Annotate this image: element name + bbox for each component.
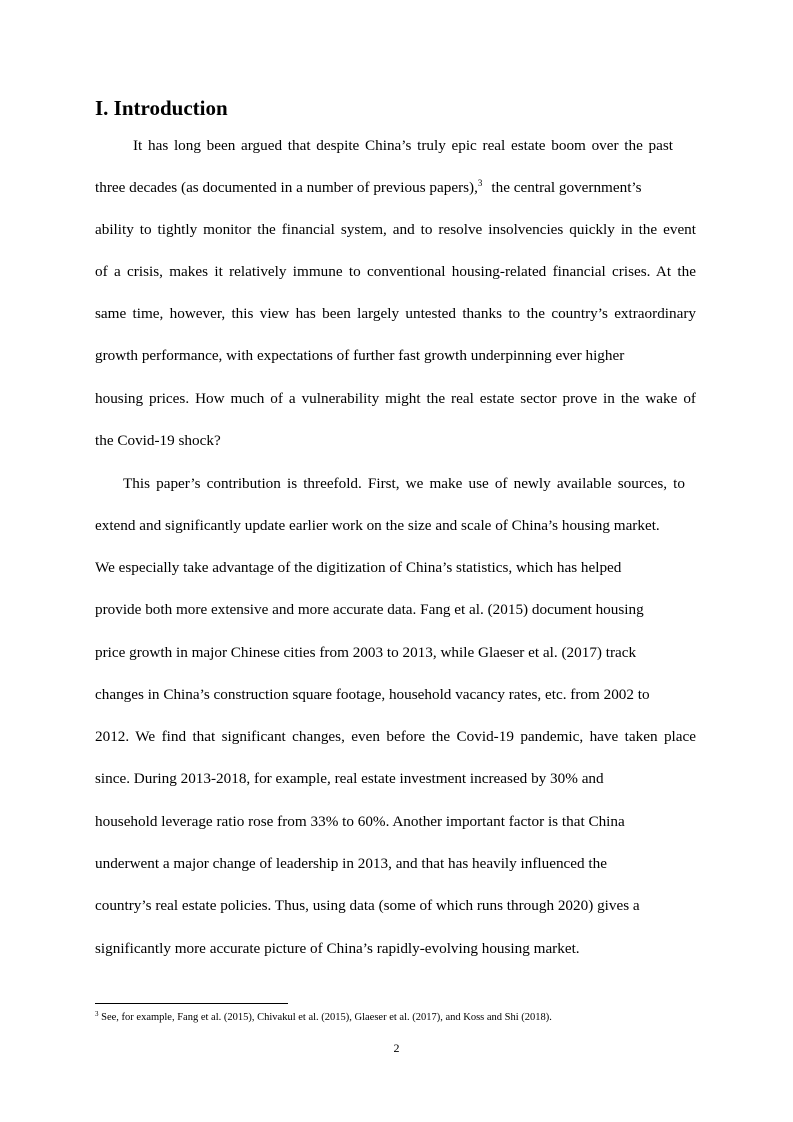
text-line: price growth in major Chinese cities from 2003 to 2013, while Glaeser et al. (2017) track (95, 644, 637, 661)
text-line-part: three decades (as documented in a number of previous papers), (95, 179, 478, 196)
text-line: growth performance, with expectations of further fast growth underpinning ever higher (95, 347, 625, 364)
text-line: underwent a major change of leadership in 2013, and that has heavily influenced the (95, 855, 607, 872)
text-line: 2012. We find that significant changes, even before the Covid-19 pandemic, have taken place (95, 728, 696, 745)
text-line (95, 178, 642, 198)
footnote-text: See, for example, Fang et al. (2015), Chivakul et al. (2015), Glaeser et al. (2017), and Koss and Shi (2018). (101, 1012, 552, 1023)
text-line: We especially take advantage of the digitization of China’s statistics, which has helped (95, 559, 622, 576)
footnote (95, 1012, 552, 1023)
text-line: significantly more accurate picture of China’s rapidly-evolving housing market. (95, 940, 580, 957)
text-line: ability to tightly monitor the financial system, and to resolve insolvencies quickly in the event (95, 221, 696, 238)
page-number: 2 (393, 1041, 400, 1055)
footnote-marker: 3 (477, 178, 483, 188)
text-line: of a crisis, makes it relatively immune to conventional housing-related financial crises. At the (95, 263, 696, 280)
text-line: provide both more extensive and more accurate data. Fang et al. (2015) document housing (95, 601, 644, 618)
text-line: This paper’s contribution is threefold. First, we make use of newly available sources, to (123, 475, 685, 492)
footnote-rule (95, 1003, 288, 1004)
text-line: extend and significantly update earlier work on the size and scale of China’s housing market. (95, 517, 660, 534)
text-line: the Covid-19 shock? (95, 432, 221, 449)
text-line-part: the central government’s (491, 179, 642, 196)
text-line: same time, however, this view has been largely untested thanks to the country’s extraordinary (95, 305, 696, 322)
text-line: household leverage ratio rose from 33% to 60%. Another important factor is that China (95, 813, 625, 830)
section-heading: I. Introduction (95, 96, 228, 120)
text-line: changes in China’s construction square footage, household vacancy rates, etc. from 2002 to (95, 686, 650, 703)
text-line: since. During 2013-2018, for example, real estate investment increased by 30% and (95, 770, 604, 787)
text-line: country’s real estate policies. Thus, using data (some of which runs through 2020) gives a (95, 897, 640, 914)
text-line: housing prices. How much of a vulnerability might the real estate sector prove in the wake of (95, 390, 696, 407)
text-line: It has long been argued that despite China’s truly epic real estate boom over the past (133, 137, 673, 154)
footnote-number: 3 (95, 1010, 99, 1018)
